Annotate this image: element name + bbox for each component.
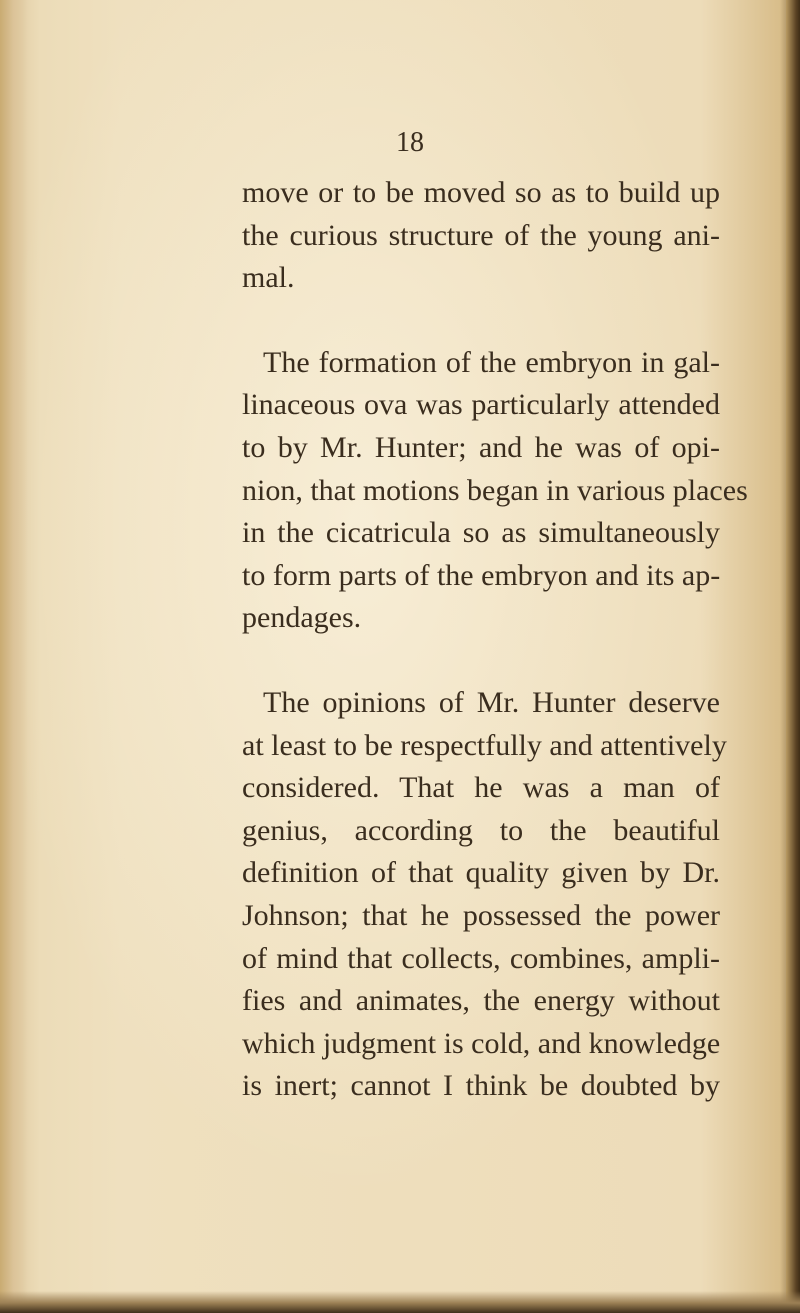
body-text [242,172,748,1108]
page-number: 18 [396,127,424,158]
paragraph [242,342,748,640]
text-line: Johnson; that he possessed the power [242,898,720,932]
paragraph [242,682,727,1108]
text-line: linaceous ova was particularly attended [242,388,720,422]
text-line: considered. That he was a man of [242,771,720,805]
text-line: The formation of the embryon in gal- [263,345,720,379]
text-line: genius, according to the beautiful [242,813,720,847]
text-line: fies and animates, the energy without [242,984,720,1018]
page-gutter-shadow [0,0,28,1313]
page-bottom-edge [0,1291,800,1313]
text-line: is inert; cannot I think be doubted by [242,1069,720,1103]
text-line: at least to be respectfully and attentively [242,728,727,762]
text-line: of mind that collects, combines, ampli- [242,941,720,975]
text-line: mal. [242,261,295,295]
text-line: to form parts of the embryon and its ap- [242,558,721,592]
text-line: the curious structure of the young ani- [242,218,720,252]
text-line: nion, that motions began in various places [242,473,748,507]
text-line: in the cicatricula so as simultaneously [242,516,720,550]
page-edge-shadow [786,0,800,1313]
text-line: move or to be moved so as to build up [242,176,720,209]
text-line: to by Mr. Hunter; and he was of opi- [242,430,720,464]
text-line: definition of that quality given by Dr. [242,856,720,890]
paragraph [242,172,720,300]
text-line: which judgment is cold, and knowledge [242,1026,721,1060]
text-line: The opinions of Mr. Hunter deserve [263,685,720,719]
text-line: pendages. [242,601,362,635]
